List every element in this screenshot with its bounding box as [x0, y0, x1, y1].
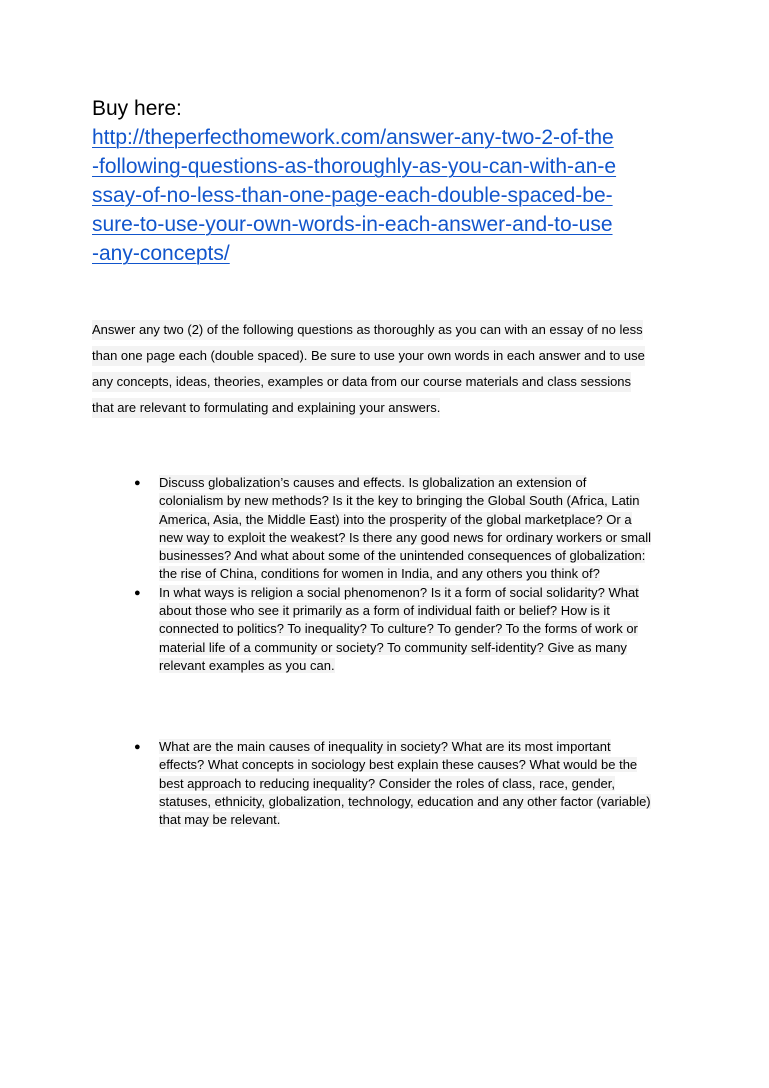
- link-line[interactable]: http://theperfecthomework.com/answer-any-two-2-of-the: [92, 126, 614, 149]
- question-line: statuses, ethnicity, globalization, technology, education and any other factor (variable): [159, 793, 651, 809]
- link-line[interactable]: -following-questions-as-thoroughly-as-you-can-with-an-e: [92, 155, 617, 178]
- question-line: that may be relevant.: [159, 812, 281, 828]
- bullet-icon: ●: [134, 741, 141, 753]
- link-line[interactable]: ssay-of-no-less-than-one-page-each-double-spaced-be-: [92, 184, 613, 207]
- buy-heading: [92, 94, 682, 268]
- intro-line: any concepts, ideas, theories, examples or data from our course materials and class sessions: [92, 372, 631, 392]
- question-line: What are the main causes of inequality in society? What are its most important: [159, 739, 611, 754]
- question-line: effects? What concepts in sociology best explain these causes? What would be the: [159, 757, 638, 773]
- question-line: material life of a community or society? To community self-identity? Give as many: [159, 639, 627, 655]
- link-line[interactable]: -any-concepts/: [92, 242, 230, 265]
- question-list: [134, 474, 694, 675]
- question-line: about those who see it primarily as a form of individual faith or belief? How is it: [159, 603, 610, 619]
- intro-line: than one page each (double spaced). Be sure to use your own words in each answer and to use: [92, 346, 645, 366]
- question-line: businesses? And what about some of the unintended consequences of globalization:: [159, 548, 646, 564]
- bullet-icon: ●: [134, 477, 141, 489]
- question-line: connected to politics? To inequality? To culture? To gender? To the forms of work or: [159, 621, 638, 637]
- question-line: America, Asia, the Middle East) into the prosperity of the global marketplace? Or a: [159, 511, 632, 527]
- question-line: new way to exploit the weakest? Is there any good news for ordinary workers or small: [159, 529, 652, 545]
- question-item-religion: [134, 584, 694, 675]
- question-line: the rise of China, conditions for women in India, and any others you think of?: [159, 566, 600, 582]
- question-item-inequality: [134, 738, 694, 829]
- intro-line: that are relevant to formulating and explaining your answers.: [92, 398, 440, 418]
- link-line[interactable]: sure-to-use-your-own-words-in-each-answer-and-to-use: [92, 213, 613, 236]
- purchase-link[interactable]: [92, 123, 682, 268]
- question-line: best approach to reducing inequality? Consider the roles of class, race, gender,: [159, 775, 615, 791]
- question-item-globalization: [134, 474, 694, 584]
- question-line: colonialism by new methods? Is it the key to bringing the Global South (Africa, Latin: [159, 493, 640, 509]
- question-list-second: [134, 738, 694, 829]
- bullet-icon: ●: [134, 586, 141, 599]
- intro-line: Answer any two (2) of the following questions as thoroughly as you can with an essay of no less: [92, 320, 643, 340]
- question-line: Discuss globalization’s causes and effects. Is globalization an extension of: [159, 475, 587, 490]
- intro-paragraph: [92, 317, 692, 421]
- question-line: In what ways is religion a social phenomenon? Is it a form of social solidarity? What: [159, 584, 639, 600]
- question-line: relevant examples as you can.: [159, 657, 335, 673]
- buy-label: Buy here:: [92, 97, 182, 120]
